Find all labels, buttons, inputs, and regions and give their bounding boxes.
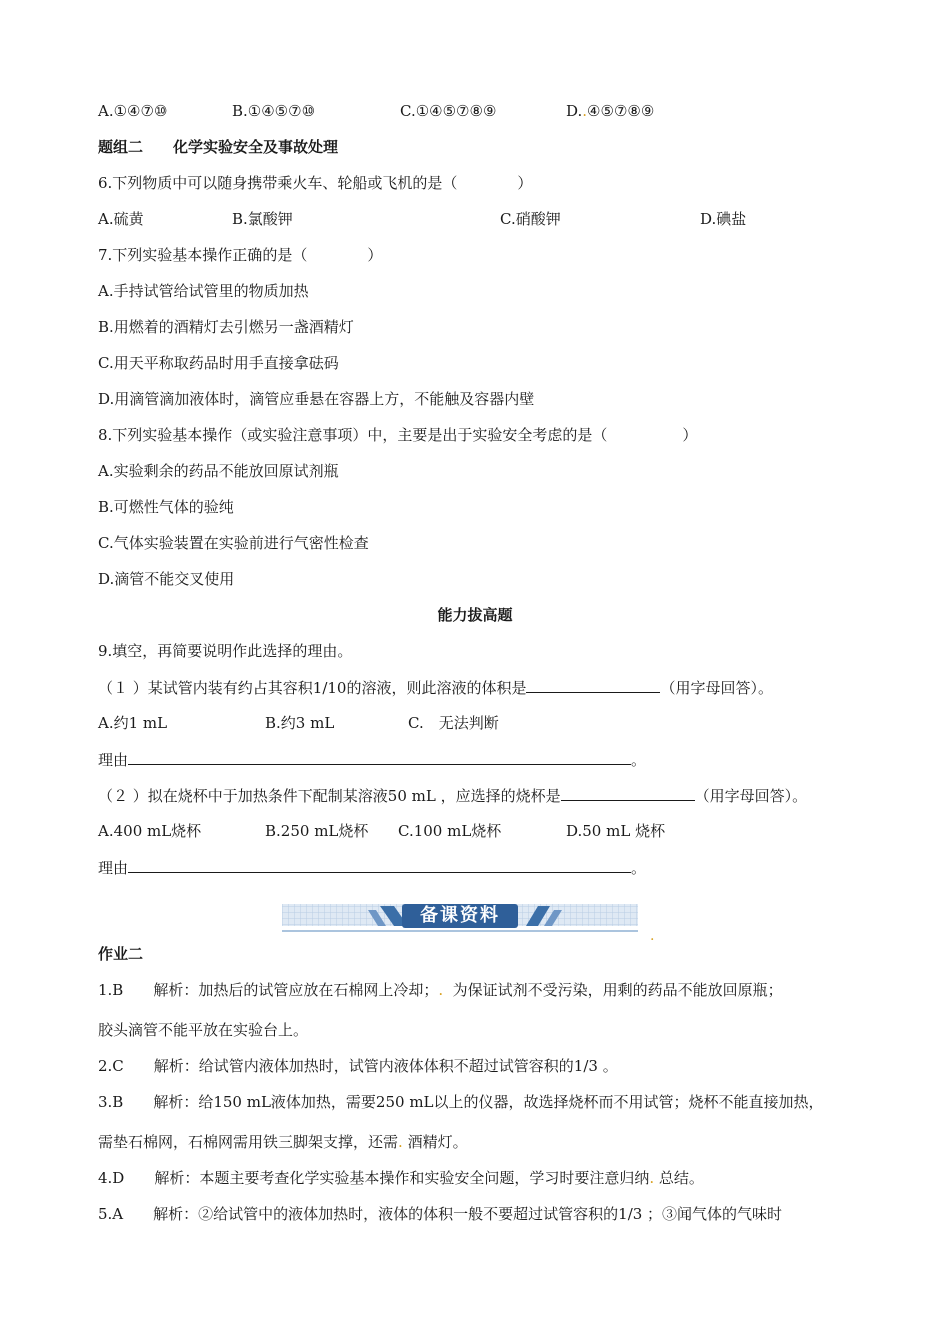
q9-p1-option-c: C. 无法判断: [408, 714, 499, 732]
reason-end: 。: [631, 751, 647, 769]
answer-3-part-a: 需垫石棉网，石棉网需用铁三脚架支撑，还需: [98, 1133, 399, 1151]
q9-part1-suffix: （用字母回答）。: [660, 679, 773, 697]
answer-blank: [526, 677, 660, 693]
reason-label: 理由: [98, 751, 129, 769]
reason-end: 。: [631, 859, 647, 877]
answer-blank: [561, 785, 695, 801]
q9-p2-option-c: C.100 mL烧杯: [398, 822, 502, 840]
q9-part1-text: （１ ）某试管内装有约占其容积1/10的溶液，则此溶液的体积是: [98, 679, 527, 697]
q7-stem: 7.下列实验基本操作正确的是（ ）: [98, 246, 383, 264]
q9-p2-option-b: B.250 mL烧杯: [265, 822, 369, 840]
q6-option-c: C.硝酸钾: [500, 210, 561, 228]
q8-stem: 8.下列实验基本操作（或实验注意事项）中，主要是出于实验安全考虑的是（ ）: [98, 426, 698, 444]
section-title: 题组二 化学实验安全及事故处理: [98, 138, 339, 156]
q9-p2-reason: [98, 857, 646, 878]
answer-4: [98, 1168, 704, 1188]
q5-option-d: D..④⑤⑦⑧⑨: [566, 102, 655, 120]
q9-p2-option-d: D.50 mL 烧杯: [566, 822, 666, 840]
q7-option-d: D.用滴管滴加液体时，滴管应垂悬在容器上方，不能触及容器内壁: [98, 390, 535, 408]
q9-stem: 9.填空，再简要说明作此选择的理由。: [98, 642, 353, 660]
accent-dot: .: [650, 928, 655, 944]
q8-option-b: B.可燃性气体的验纯: [98, 498, 234, 516]
q9-part2-suffix: （用字母回答）。: [694, 787, 808, 805]
q6-stem: 6.下列物质中可以随身携带乘火车、轮船或飞机的是（ ）: [98, 174, 533, 192]
q9-p2-option-a: A.400 mL烧杯: [98, 822, 202, 840]
banner-title: 备课资料: [420, 905, 500, 926]
q9-p1-reason: [98, 749, 646, 770]
q9-part1: [98, 677, 773, 698]
q6-option-a: A.硫黄: [98, 210, 144, 228]
ability-title: 能力拔高题: [437, 606, 513, 624]
accent-dot: .: [398, 1133, 403, 1151]
q9-part2: [98, 785, 807, 806]
prep-materials-banner: [282, 900, 638, 934]
answer-3-cont: [98, 1132, 468, 1152]
q7-option-c: C.用天平称取药品时用手直接拿砝码: [98, 354, 339, 372]
answer-5: 5.A 解析：②给试管中的液体加热时，液体的体积一般不要超过试管容积的1/3 ；③闻气体的气味时: [98, 1205, 783, 1223]
q6-option-b: B.氯酸钾: [232, 210, 293, 228]
q8-option-d: D.滴管不能交叉使用: [98, 570, 235, 588]
homework-title: 作业二: [98, 945, 144, 963]
accent-dot: .: [438, 981, 444, 999]
reason-label: 理由: [98, 859, 129, 877]
q9-part2-text: （２ ）拟在烧杯中于加热条件下配制某溶液50 mL ，应选择的烧杯是: [98, 787, 561, 805]
answer-1-cont: 胶头滴管不能平放在实验台上。: [98, 1021, 309, 1039]
q6-option-d: D.碘盐: [700, 210, 747, 228]
q5-option-c: C.①④⑤⑦⑧⑨: [400, 102, 497, 120]
q8-option-a: A.实验剩余的药品不能放回原试剂瓶: [98, 462, 339, 480]
answer-3: 3.B 解析：给150 mL液体加热，需要250 mL以上的仪器，故选择烧杯而不用试管；烧杯不能直接加热，: [98, 1093, 824, 1111]
answer-1-part-a: 1.B 解析：加热后的试管应放在石棉网上冷却；: [98, 981, 439, 999]
q5-option-a: A.①④⑦⑩: [98, 102, 168, 120]
answer-1: [98, 980, 783, 1000]
q7-option-a: A.手持试管给试管里的物质加热: [98, 282, 309, 300]
answer-1-part-b: 为保证试剂不受污染，用剩的药品不能放回原瓶；: [452, 981, 783, 999]
answer-3-part-b: 酒精灯。: [407, 1133, 468, 1151]
q7-option-b: B.用燃着的酒精灯去引燃另一盏酒精灯: [98, 318, 354, 336]
q9-p1-option-a: A.约1 mL: [98, 714, 168, 732]
q5-option-b: B.①④⑤⑦⑩: [232, 102, 316, 120]
answer-4-part-b: 总结。: [658, 1169, 704, 1187]
reason-blank: [128, 857, 631, 873]
accent-dot: .: [649, 1169, 655, 1187]
answer-4-part-a: 4.D 解析：本题主要考查化学实验基本操作和实验安全问题，学习时要注意归纳: [98, 1169, 650, 1187]
answer-2: 2.C 解析：给试管内液体加热时，试管内液体体积不超过试管容积的1/3 。: [98, 1057, 618, 1075]
q8-option-c: C.气体实验装置在实验前进行气密性检查: [98, 534, 369, 552]
reason-blank: [128, 749, 631, 765]
q9-p1-option-b: B.约3 mL: [265, 714, 335, 732]
